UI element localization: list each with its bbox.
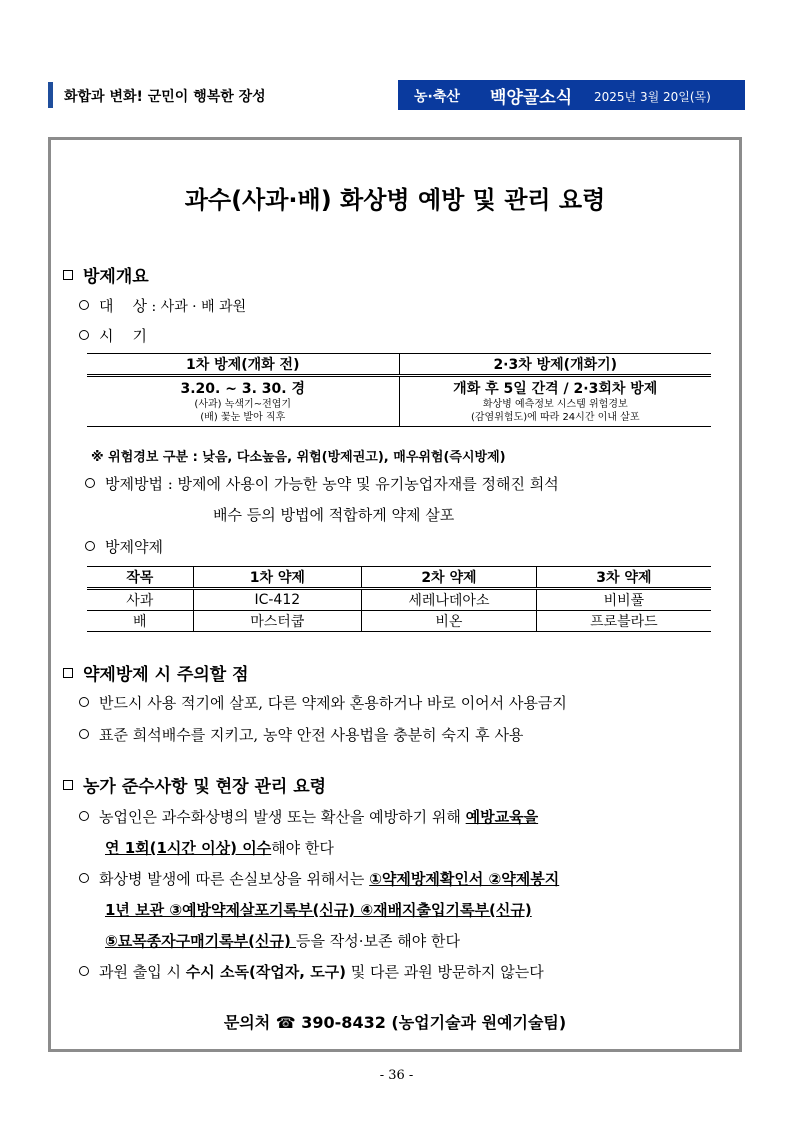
compliance-item-1-cont: 연 1회(1시간 이상) 이수해야 한다	[105, 839, 334, 857]
table-row	[87, 589, 711, 611]
pesticide-table	[87, 566, 711, 632]
method-line-2: 배수 등의 방법에 적합하게 약제 살포	[213, 506, 455, 524]
precaution-item: 표준 희석배수를 지키고, 농약 안전 사용법을 충분히 숙지 후 사용	[79, 724, 523, 745]
pesticide-header: 1차 약제	[193, 567, 361, 589]
compliance-item-3: 과원 출입 시 수시 소독(작업자, 도구) 및 다른 과원 방문하지 않는다	[79, 961, 544, 982]
pesticide-header: 작목	[87, 567, 193, 589]
circle-bullet-icon	[79, 697, 89, 707]
table-cell: 비온	[362, 611, 537, 632]
method-line-1: 방제방법 : 방제에 사용이 가능한 농약 및 유기농업자재를 정해진 희석	[85, 473, 559, 494]
timing-table	[87, 353, 711, 427]
header-banner	[398, 80, 745, 110]
table-cell: 마스터쿱	[193, 611, 361, 632]
pesticide-label: 방제약제	[85, 536, 163, 557]
section-heading-overview: 방제개요	[63, 262, 149, 287]
page-number: - 36 -	[379, 1068, 414, 1083]
header-slogan: 화합과 변화! 군민이 행복한 장성	[64, 89, 266, 105]
timing-header-1: 1차 방제(개화 전)	[87, 354, 399, 376]
circle-bullet-icon	[85, 478, 95, 488]
circle-bullet-icon	[79, 300, 89, 310]
timing-header-2: 2·3차 방제(개화기)	[399, 354, 711, 376]
timing-cell-1: 3.20. ~ 3. 30. 경 (사과) 녹색기~전엽기 (배) 꽃눈 발아 직후	[87, 376, 399, 427]
header-newsletter: 백양골소식	[490, 88, 573, 108]
article-title: 과수(사과·배) 화상병 예방 및 관리 요령	[184, 186, 606, 214]
header-section: 농·축산	[414, 89, 460, 105]
table-cell: 배	[87, 611, 193, 632]
pesticide-header: 2차 약제	[362, 567, 537, 589]
compliance-item-2-cont2: ⑤묘목종자구매기록부(신규) 등을 작성·보존 해야 한다	[105, 932, 461, 950]
circle-bullet-icon	[79, 873, 89, 883]
compliance-item-2-cont: 1년 보관 ③예방약제살포기록부(신규) ④재배지출입기록부(신규)	[105, 901, 532, 919]
page-header	[48, 80, 745, 110]
square-bullet-icon	[63, 780, 73, 790]
alert-note: ※ 위험경보 구분 : 낮음, 다소높음, 위험(방제권고), 매우위험(즉시방제)	[91, 450, 506, 465]
table-cell: 세레나데아소	[362, 589, 537, 611]
compliance-item-1: 농업인은 과수화상병의 발생 또는 확산을 예방하기 위해 예방교육을	[79, 806, 538, 827]
compliance-item-2: 화상병 발생에 따른 손실보상을 위해서는 ①약제방제확인서 ②약제봉지	[79, 868, 559, 889]
table-cell: 사과	[87, 589, 193, 611]
circle-bullet-icon	[79, 966, 89, 976]
circle-bullet-icon	[79, 811, 89, 821]
precaution-item: 반드시 사용 적기에 살포, 다른 약제와 혼용하거나 바로 이어서 사용금지	[79, 692, 567, 713]
circle-bullet-icon	[85, 541, 95, 551]
header-date: 2025년 3월 20일(목)	[594, 90, 711, 104]
table-cell: 프로블라드	[536, 611, 711, 632]
circle-bullet-icon	[79, 729, 89, 739]
timing-cell-2: 개화 후 5일 간격 / 2·3회차 방제 화상병 예측정보 시스템 위험경보 (감염위험도)에 따라 24시간 이내 살포	[399, 376, 711, 427]
square-bullet-icon	[63, 668, 73, 678]
square-bullet-icon	[63, 270, 73, 280]
header-accent-bar	[48, 82, 53, 108]
section-heading-compliance: 농가 준수사항 및 현장 관리 요령	[63, 772, 326, 797]
circle-bullet-icon	[79, 330, 89, 340]
table-cell: 비비풀	[536, 589, 711, 611]
article-frame	[48, 137, 742, 1052]
timing-line: 시 기	[79, 325, 147, 346]
contact-info: 문의처 ☎ 390-8432 (농업기술과 원예기술팀)	[223, 1013, 567, 1032]
section-heading-precautions: 약제방제 시 주의할 점	[63, 660, 249, 685]
target-line: 대 상 : 사과 · 배 과원	[79, 295, 246, 316]
pesticide-header: 3차 약제	[536, 567, 711, 589]
table-cell: IC-412	[193, 589, 361, 611]
table-row	[87, 611, 711, 632]
